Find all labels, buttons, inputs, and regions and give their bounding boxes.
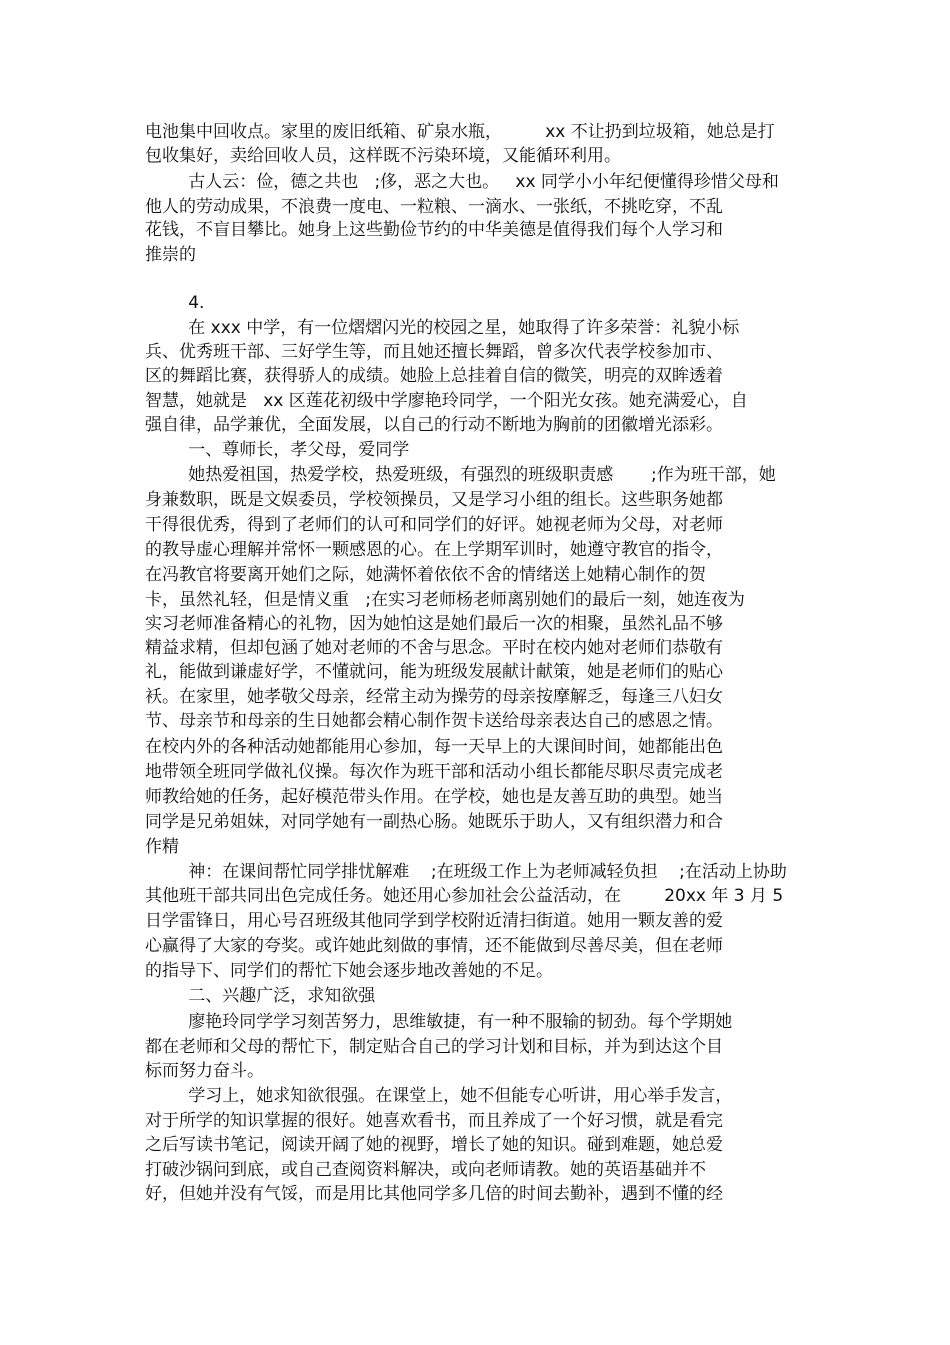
text-line: 强自律，品学兼优，全面发展，以自己的行动不断地为胸前的团徽增光添彩。 xyxy=(145,415,723,435)
text-line: 节、母亲节和母亲的生日她都会精心制作贺卡送给母亲表达自己的感恩之情。 xyxy=(145,711,723,731)
text-line: 他人的劳动成果，不浪费一度电、一粒粮、一滴水、一张纸，不挑吃穿，不乱 xyxy=(145,197,723,217)
text-line: 智慧，她就是 xx 区莲花初级中学廖艳玲同学，一个阳光女孩。她充满爱心，自 xyxy=(145,391,748,411)
text-line: 兵、优秀班干部、三好学生等，而且她还擅长舞蹈，曾多次代表学校参加市、 xyxy=(145,342,723,362)
text-line: 其他班干部共同出色完成任务。她还用心参加社会公益活动，在 20xx 年 3 月 5 xyxy=(145,886,784,906)
section-heading: 二、兴趣广泛，求知欲强 xyxy=(145,986,376,1006)
text-line: 廖艳玲同学学习刻苦努力，思维敏捷，有一种不服输的韧劲。每个学期她 xyxy=(145,1012,733,1032)
section-number: 4. xyxy=(145,293,205,313)
text-line: 好，但她并没有气馁，而是用比其他同学多几倍的时间去勤补，遇到不懂的经 xyxy=(145,1184,723,1204)
text-line: 在校内外的各种活动她都能用心参加，每一天早上的大课间时间，她都能出色 xyxy=(145,737,723,757)
text-line: 精益求精，但却包涵了她对老师的不舍与思念。平时在校内她对老师们恭敬有 xyxy=(145,638,723,658)
text-line: 在 xxx 中学，有一位熠熠闪光的校园之星，她取得了许多荣誉：礼貌小标 xyxy=(145,318,740,338)
text-line: 师教给她的任务，起好模范带头作用。在学校，她也是友善互助的典型。她当 xyxy=(145,787,723,807)
text-line: 电池集中回收点。家里的废旧纸箱、矿泉水瓶， xx 不让扔到垃圾箱，她总是打 xyxy=(145,122,775,142)
text-line: 实习老师准备精心的礼物，因为她怕这是她们最后一次的相聚，虽然礼品不够 xyxy=(145,614,723,634)
text-line: 区的舞蹈比赛，获得骄人的成绩。她脸上总挂着自信的微笑，明亮的双眸透着 xyxy=(145,366,723,386)
text-line: 都在老师和父母的帮忙下，制定贴合自己的学习计划和目标，并为到达这个目 xyxy=(145,1037,723,1057)
text-line: 礼，能做到谦虚好学，不懂就问，能为班级发展献计献策，她是老师们的贴心 xyxy=(145,662,723,682)
text-line: 标而努力奋斗。 xyxy=(145,1061,264,1081)
text-line: 袄。在家里，她孝敬父母亲，经常主动为操劳的母亲按摩解乏，每逢三八妇女 xyxy=(145,687,723,707)
text-line: 在冯教官将要离开她们之际，她满怀着依依不舍的情绪送上她精心制作的贺 xyxy=(145,565,706,585)
text-line: 同学是兄弟姐妹，对同学她有一副热心肠。她既乐于助人，又有组织潜力和合 xyxy=(145,812,723,832)
text-line: 花钱，不盲目攀比。她身上这些勤俭节约的中华美德是值得我们每个人学习和 xyxy=(145,220,723,240)
section-heading: 一、尊师长，孝父母，爱同学 xyxy=(145,440,410,460)
text-line: 地带领全班同学做礼仪操。每次作为班干部和活动小组长都能尽职尽责完成老 xyxy=(145,762,723,782)
text-line: 推崇的 xyxy=(145,245,196,265)
text-line: 之后写读书笔记，阅读开阔了她的视野，增长了她的知识。碰到难题，她总爱 xyxy=(145,1135,723,1155)
text-line: 对于所学的知识掌握的很好。她喜欢看书，而且养成了一个好习惯，就是看完 xyxy=(145,1111,723,1131)
text-line: 作精 xyxy=(145,837,179,857)
text-line: 她热爱祖国，热爱学校，热爱班级，有强烈的班级职责感 ;作为班干部，她 xyxy=(145,465,776,485)
text-line: 神：在课间帮忙同学排忧解难 ;在班级工作上为老师减轻负担 ;在活动上协助 xyxy=(145,862,787,882)
text-line: 包收集好，卖给回收人员，这样既不污染环境，又能循环利用。 xyxy=(145,146,621,166)
text-line: 打破沙锅问到底，或自己查阅资料解决，或向老师请教。她的英语基础并不 xyxy=(145,1160,706,1180)
text-line: 古人云：俭，德之共也 ;侈，恶之大也。 xx 同学小小年纪便懂得珍惜父母和 xyxy=(145,172,779,192)
text-line: 的指导下、同学们的帮忙下她会逐步地改善她的不足。 xyxy=(145,961,553,981)
text-line: 卡，虽然礼轻，但是情义重 ;在实习老师杨老师离别她们的最后一刻，她连夜为 xyxy=(145,590,745,610)
text-line: 的教导虚心理解并常怀一颗感恩的心。在上学期军训时，她遵守教官的指令， xyxy=(145,540,723,560)
text-line: 日学雷锋日，用心号召班级其他同学到学校附近清扫街道。她用一颗友善的爱 xyxy=(145,911,723,931)
text-line: 心赢得了大家的夸奖。或许她此刻做的事情，还不能做到尽善尽美，但在老师 xyxy=(145,936,723,956)
text-line: 学习上，她求知欲很强。在课堂上，她不但能专心听讲，用心举手发言， xyxy=(145,1086,733,1106)
text-line: 身兼数职，既是文娱委员，学校领操员，又是学习小组的组长。这些职务她都 xyxy=(145,490,723,510)
text-line: 干得很优秀，得到了老师们的认可和同学们的好评。她视老师为父母，对老师 xyxy=(145,515,723,535)
